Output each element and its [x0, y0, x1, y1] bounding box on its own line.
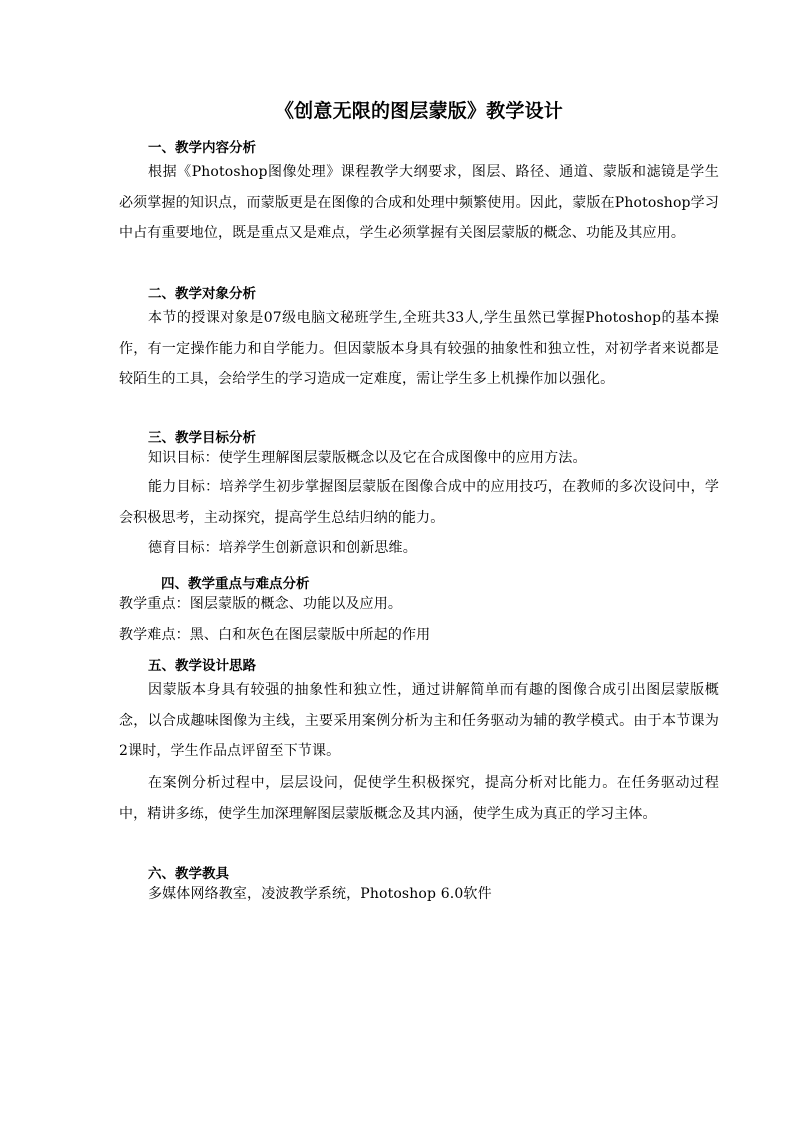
- paragraph: 德育目标：培养学生创新意识和创新思维。: [148, 540, 417, 557]
- section-heading: 二、教学对象分析: [148, 286, 256, 302]
- section-key-points-analysis: [119, 574, 719, 646]
- section-heading: 三、教学目标分析: [148, 430, 256, 446]
- section-design-approach: [119, 656, 719, 830]
- section-heading: 四、教学重点与难点分析: [161, 576, 310, 592]
- section-audience-analysis: [119, 284, 719, 395]
- section-heading: 五、教学设计思路: [148, 658, 256, 674]
- paragraph: 根据《Photoshop图像处理》课程教学大纲要求，图层、路径、通道、蒙版和滤镜是学生必须掌握的知识点，而蒙版更是在图像的合成和处理中频繁使用。因此，蒙版在Photoshop学习中占有重要地位，既是重点又是难点，学生必须掌握有关图层蒙版的概念、功能及其应用。: [119, 164, 719, 242]
- section-objectives-analysis: [119, 428, 719, 564]
- paragraph: 教学重点：图层蒙版的概念、功能以及应用。: [119, 596, 402, 612]
- section-teaching-aids: [119, 864, 719, 904]
- document-title: 《创意无限的图层蒙版》教学设计: [274, 100, 563, 122]
- paragraph: 在案例分析过程中，层层设问，促使学生积极探究，提高分析对比能力。在任务驱动过程中，精讲多练，使学生加深理解图层蒙版概念及其内涵，使学生成为真正的学习主体。: [119, 775, 719, 822]
- section-heading: 一、教学内容分析: [148, 140, 256, 156]
- paragraph: 本节的授课对象是07级电脑文秘班学生,全班共33人,学生虽然已掌握Photoshop的基本操作，有一定操作能力和自学能力。但因蒙版本身具有较强的抽象性和独立性，对初学者来说都是较陌生的工具，会给学生的学习造成一定难度，需让学生多上机操作加以强化。: [119, 310, 719, 388]
- paragraph: 能力目标：培养学生初步掌握图层蒙版在图像合成中的应用技巧，在教师的多次设问中，学会积极思考，主动探究，提高学生总结归纳的能力。: [119, 479, 719, 526]
- paragraph: 教学难点：黑、白和灰色在图层蒙版中所起的作用: [119, 627, 431, 643]
- section-content-analysis: [119, 138, 719, 249]
- section-heading: 六、教学教具: [148, 866, 229, 882]
- paragraph: 因蒙版本身具有较强的抽象性和独立性，通过讲解简单而有趣的图像合成引出图层蒙版概念，以合成趣味图像为主线，主要采用案例分析为主和任务驱动为辅的教学模式。由于本节课为2课时，学生作品点评留至下节课。: [119, 682, 719, 760]
- paragraph: 知识目标：使学生理解图层蒙版概念以及它在合成图像中的应用方法。: [148, 450, 587, 466]
- paragraph: 多媒体网络教室，凌波教学系统，Photoshop 6.0软件: [148, 886, 492, 902]
